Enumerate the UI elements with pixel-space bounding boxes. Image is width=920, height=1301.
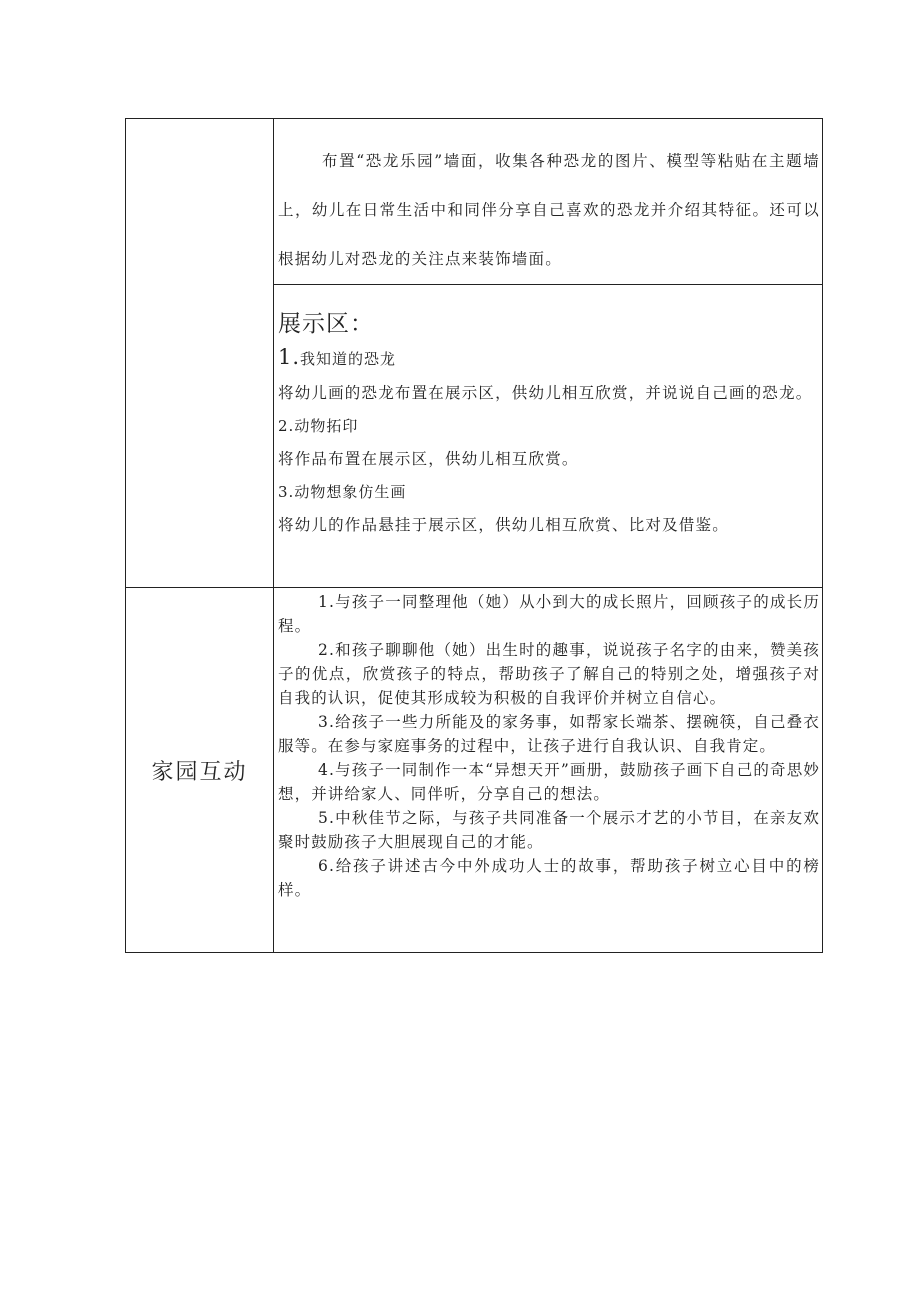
home-item: 4.与孩子一同制作一本“异想天开”画册，鼓励孩子画下自己的奇思妙想，并讲给家人、同伴听，分享自己的想法。 (278, 761, 820, 803)
home-item: 1.与孩子一同整理他（她）从小到大的成长照片，回顾孩子的成长历程。 (278, 593, 820, 635)
item-number: 1. (278, 345, 301, 369)
home-content (274, 588, 822, 951)
home-label: 家园互动 (151, 759, 248, 785)
home-item: 6.给孩子讲述古今中外成功人士的故事，帮助孩子树立心目中的榜样。 (278, 857, 820, 899)
display-item-desc: 将作品布置在展示区，供幼儿相互欣赏。 (278, 450, 579, 468)
home-cell (274, 588, 823, 953)
wall-description: 布置“恐龙乐园”墙面，收集各种恐龙的图片、模型等粘贴在主题墙上，幼儿在日常生活中和同伴分享自己喜欢的恐龙并介绍其特征。还可以根据幼儿对恐龙的关注点来装饰墙面。 (278, 152, 820, 268)
home-item: 5.中秋佳节之际，与孩子共同准备一个展示才艺的小节目，在亲友欢聚时鼓励孩子大胆展现自己的才能。 (278, 809, 820, 851)
table-row-wall (126, 119, 823, 285)
display-item-title (278, 415, 820, 437)
home-item: 2.和孩子聊聊他（她）出生时的趣事，说说孩子名字的由来，赞美孩子的优点，欣赏孩子的特点，帮助孩子了解自己的特别之处，增强孩子对自我的认识，促使其形成较为积极的自我评价并树立自信心。 (278, 641, 820, 707)
display-item-desc: 将幼儿画的恐龙布置在展示区，供幼儿相互欣赏，并说说自己画的恐龙。 (278, 384, 813, 402)
item-title-text: 我知道的恐龙 (300, 350, 397, 368)
display-item-desc: 将幼儿的作品悬挂于展示区，供幼儿相互欣赏、比对及借鉴。 (278, 516, 729, 534)
item-title-text: 动物想象仿生画 (294, 483, 407, 501)
item-number: 2. (278, 417, 295, 435)
display-item-title (278, 481, 820, 503)
display-item-title (278, 343, 820, 373)
display-cell (274, 285, 823, 588)
wall-cell (274, 119, 823, 285)
home-item: 3.给孩子一些力所能及的家务事，如帮家长端茶、摆碗筷，自己叠衣服等。在参与家庭事务的过程中，让孩子进行自我认识、自我肯定。 (278, 713, 820, 755)
display-title: 展示区： (278, 311, 374, 337)
item-number: 3. (278, 483, 295, 501)
plan-table (125, 118, 823, 953)
display-section (274, 285, 822, 537)
item-title-text: 动物拓印 (294, 417, 359, 435)
table-row-home (126, 588, 823, 953)
empty-label-cell (126, 119, 274, 588)
home-label-cell (126, 588, 274, 953)
